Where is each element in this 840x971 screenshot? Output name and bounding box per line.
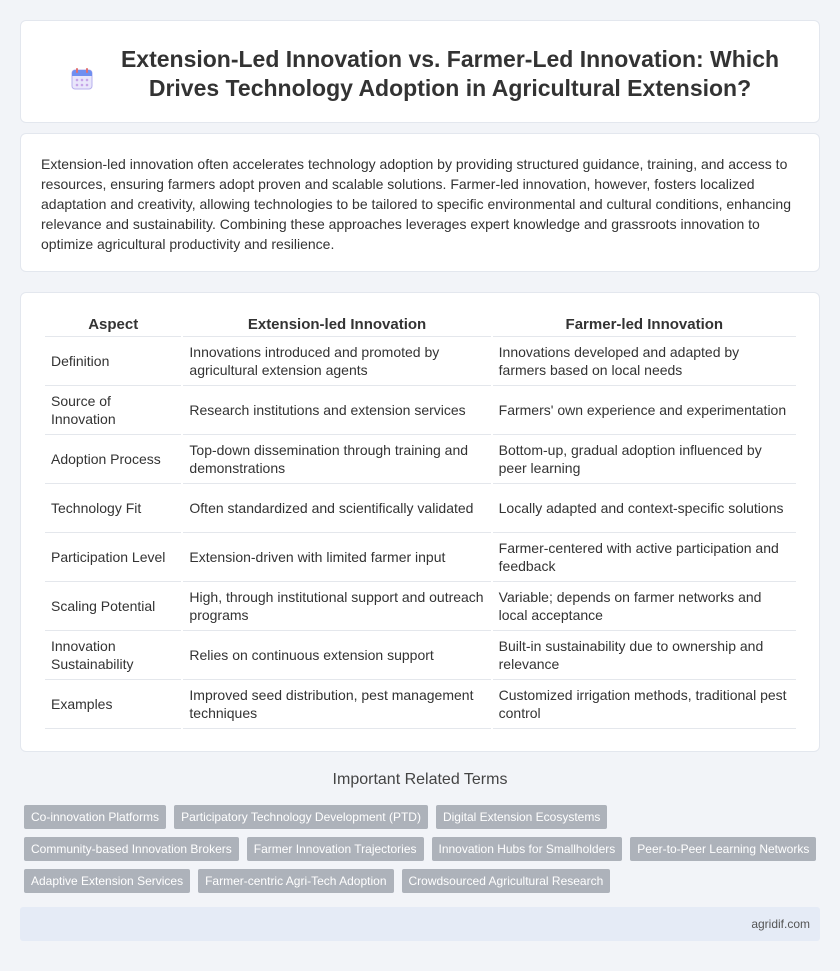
related-term-tag[interactable]: Community-based Innovation Brokers bbox=[24, 837, 239, 861]
footer bbox=[20, 907, 820, 941]
cell-farmer-led: Farmers' own experience and experimentation bbox=[493, 386, 796, 435]
cell-extension-led: High, through institutional support and outreach programs bbox=[183, 582, 490, 631]
page-title: Extension-Led Innovation vs. Farmer-Led Innovation: Which Drives Technology Adoption in Agricultural Extension? bbox=[120, 46, 780, 101]
tag-row bbox=[24, 805, 824, 829]
table-row bbox=[45, 484, 796, 533]
cell-farmer-led: Customized irrigation methods, traditional pest control bbox=[493, 680, 796, 729]
cell-aspect: Scaling Potential bbox=[45, 582, 181, 631]
cell-extension-led: Innovations introduced and promoted by agricultural extension agents bbox=[183, 337, 490, 386]
related-term-tag[interactable]: Crowdsourced Agricultural Research bbox=[402, 869, 611, 893]
related-term-tag[interactable]: Farmer-centric Agri-Tech Adoption bbox=[198, 869, 393, 893]
cell-aspect: Technology Fit bbox=[45, 484, 181, 533]
cell-aspect: Definition bbox=[45, 337, 181, 386]
summary-card bbox=[20, 133, 820, 272]
tag-row bbox=[24, 837, 824, 861]
cell-aspect: Adoption Process bbox=[45, 435, 181, 484]
related-term-tag[interactable]: Adaptive Extension Services bbox=[24, 869, 190, 893]
related-terms-list bbox=[24, 805, 824, 901]
related-terms-title: Important Related Terms bbox=[332, 771, 508, 788]
cell-farmer-led: Bottom-up, gradual adoption influenced by peer learning bbox=[493, 435, 796, 484]
title-card bbox=[20, 20, 820, 123]
related-term-tag[interactable]: Peer-to-Peer Learning Networks bbox=[630, 837, 816, 861]
comparison-table bbox=[43, 313, 798, 729]
table-row bbox=[45, 337, 796, 386]
related-term-tag[interactable]: Participatory Technology Development (PTD) bbox=[174, 805, 428, 829]
cell-farmer-led: Locally adapted and context-specific solutions bbox=[493, 484, 796, 533]
table-row bbox=[45, 533, 796, 582]
cell-extension-led: Extension-driven with limited farmer input bbox=[183, 533, 490, 582]
related-term-tag[interactable]: Digital Extension Ecosystems bbox=[436, 805, 607, 829]
cell-extension-led: Relies on continuous extension support bbox=[183, 631, 490, 680]
related-term-tag[interactable]: Farmer Innovation Trajectories bbox=[247, 837, 424, 861]
cell-farmer-led: Variable; depends on farmer networks and local acceptance bbox=[493, 582, 796, 631]
footer-site-link[interactable]: agridif.com bbox=[751, 917, 810, 931]
related-term-tag[interactable]: Innovation Hubs for Smallholders bbox=[432, 837, 623, 861]
table-row bbox=[45, 680, 796, 729]
cell-extension-led: Top-down dissemination through training and demonstrations bbox=[183, 435, 490, 484]
summary-paragraph: Extension-led innovation often accelerates technology adoption by providing structured guidance, training, and access to resources, ensuring farmers adopt proven and scalable solutions. Farmer-led innovation, however, fosters localized adaptation and creativity, allowing technologies to be tailored to specific environmental and cultural conditions, enhancing relevance and sustainability. Combining these approaches leverages expert knowledge and grassroots innovation to optimize agricultural productivity and resilience. bbox=[41, 156, 791, 252]
tag-row bbox=[24, 869, 824, 893]
header-aspect: Aspect bbox=[45, 313, 181, 337]
cell-extension-led: Often standardized and scientifically validated bbox=[183, 484, 490, 533]
related-term-tag[interactable]: Co-innovation Platforms bbox=[24, 805, 166, 829]
cell-farmer-led: Farmer-centered with active participation and feedback bbox=[493, 533, 796, 582]
cell-aspect: Examples bbox=[45, 680, 181, 729]
cell-extension-led: Research institutions and extension services bbox=[183, 386, 490, 435]
table-row bbox=[45, 631, 796, 680]
header-farmer-led: Farmer-led Innovation bbox=[493, 313, 796, 337]
table-row bbox=[45, 386, 796, 435]
table-row bbox=[45, 435, 796, 484]
cell-extension-led: Improved seed distribution, pest management techniques bbox=[183, 680, 490, 729]
cell-aspect: Participation Level bbox=[45, 533, 181, 582]
cell-farmer-led: Innovations developed and adapted by farmers based on local needs bbox=[493, 337, 796, 386]
table-row bbox=[45, 582, 796, 631]
cell-aspect: Innovation Sustainability bbox=[45, 631, 181, 680]
table-header-row bbox=[45, 313, 796, 337]
cell-farmer-led: Built-in sustainability due to ownership and relevance bbox=[493, 631, 796, 680]
comparison-table-card bbox=[20, 292, 820, 752]
cell-aspect: Source of Innovation bbox=[45, 386, 181, 435]
header-extension-led: Extension-led Innovation bbox=[183, 313, 490, 337]
